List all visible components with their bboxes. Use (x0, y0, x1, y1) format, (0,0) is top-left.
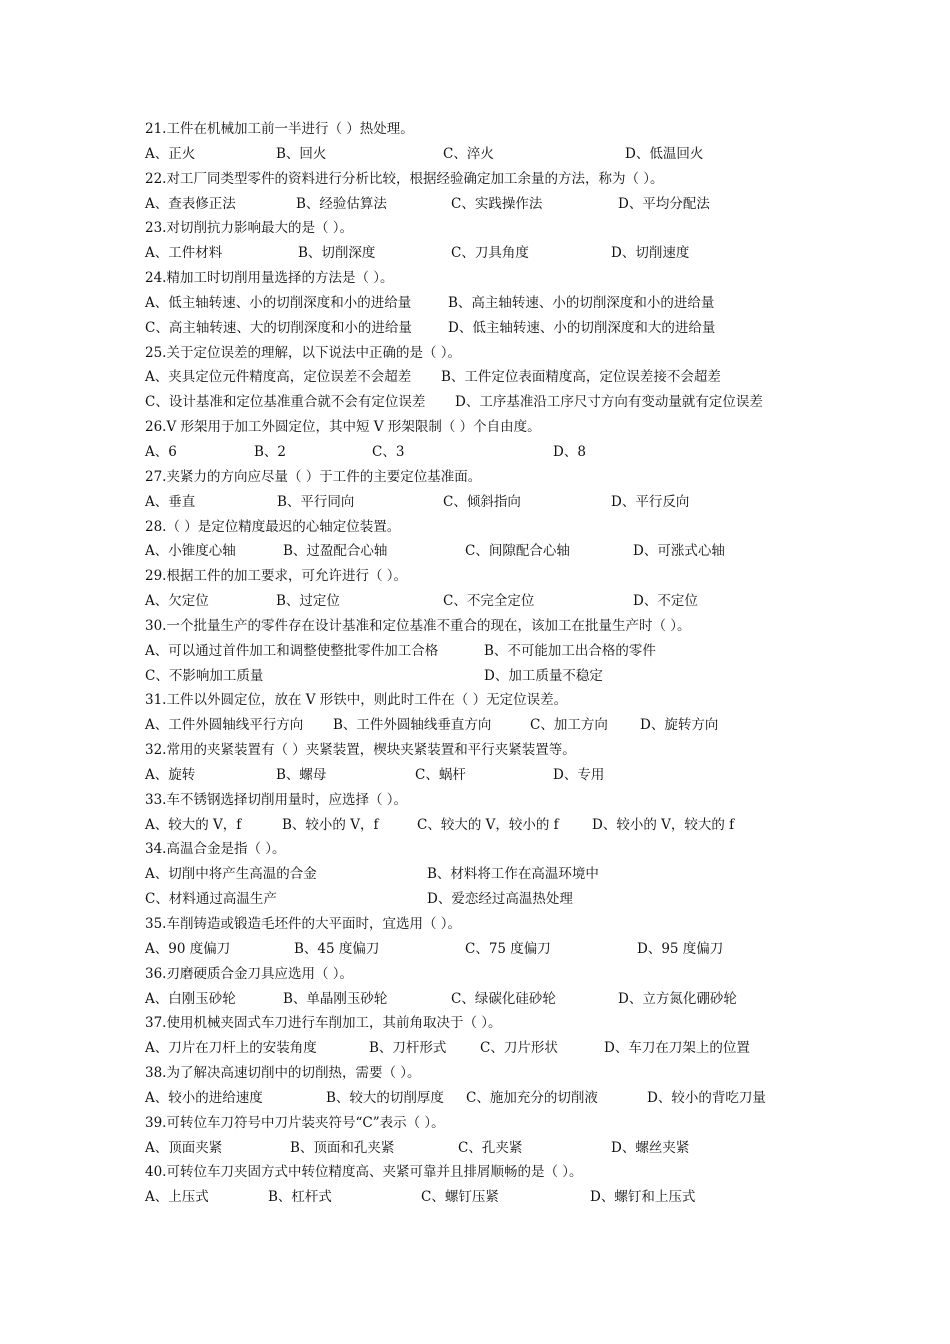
answer-option: B、较小的 V，f (282, 816, 379, 833)
answer-options-row (0, 937, 950, 962)
answer-option: C、淬火 (443, 145, 494, 162)
question-list (0, 117, 950, 1210)
question-stem: 29.根据工件的加工要求，可允许进行（ ）。 (145, 568, 408, 585)
answer-option: C、蜗杆 (415, 766, 466, 783)
question-stem: 35.车削铸造或锻造毛坯件的大平面时，宜选用（ ）。 (145, 916, 462, 932)
question-stem: 31.工件以外圆定位，放在 V 形铁中，则此时工件在（ ）无定位误差。 (145, 692, 568, 709)
answer-option: C、螺钉压紧 (421, 1189, 499, 1206)
answer-option: C、绿碳化硅砂轮 (451, 990, 556, 1007)
answer-option: C、刀片形状 (480, 1040, 558, 1057)
answer-option: A、正火 (145, 145, 196, 162)
answer-option: A、可以通过首件加工和调整使整批零件加工合格 (145, 642, 439, 659)
answer-option: B、螺母 (276, 766, 327, 783)
answer-option: D、螺钉和上压式 (590, 1189, 696, 1206)
answer-options-row (0, 440, 950, 465)
answer-option: B、45 度偏刀 (294, 940, 380, 957)
answer-option: C、施加充分的切削液 (466, 1089, 598, 1106)
answer-option: B、切削深度 (298, 245, 376, 262)
answer-option: C、孔夹紧 (458, 1139, 523, 1156)
question-stem: 30.一个批量生产的零件存在设计基准和定位基准不重合的现在，该加工在批量生产时（ ）。 (145, 617, 691, 634)
answer-option: A、白刚玉砂轮 (145, 990, 236, 1007)
answer-option: A、切削中将产生高温的合金 (145, 866, 317, 883)
answer-option: D、不定位 (633, 593, 698, 610)
answer-option: B、工件定位表面精度高，定位误差接不会超差 (441, 369, 721, 386)
answer-option: B、经验估算法 (296, 195, 387, 212)
answer-option: C、加工方向 (530, 717, 608, 734)
answer-option: B、不可能加工出合格的零件 (484, 642, 656, 659)
answer-option: D、立方氮化硼砂轮 (618, 990, 737, 1007)
answer-options-row (0, 1185, 950, 1210)
answer-option: B、回火 (276, 145, 327, 162)
answer-option: C、间隙配合心轴 (465, 543, 570, 560)
answer-option: D、95 度偏刀 (637, 940, 724, 957)
answer-option: C、3 (372, 443, 405, 460)
answer-options-row (0, 589, 950, 614)
question-stem: 32.常用的夹紧装置有（ ）夹紧装置，楔块夹紧装置和平行夹紧装置等。 (145, 742, 576, 759)
answer-option: D、较小的背吃刀量 (647, 1089, 766, 1106)
answer-option: C、材料通过高温生产 (145, 891, 277, 908)
answer-options-row (0, 365, 950, 390)
answer-option: A、6 (145, 443, 177, 460)
question-stem: 26.V 形架用于加工外圆定位，其中短 V 形架限制（ ）个自由度。 (145, 419, 541, 436)
answer-option: B、工件外圆轴线垂直方向 (333, 717, 492, 734)
answer-option: C、较大的 V，较小的 f (417, 816, 559, 833)
answer-option: A、夹具定位元件精度高，定位误差不会超差 (145, 369, 412, 386)
answer-option: B、过盈配合心轴 (283, 543, 388, 560)
answer-options-row (0, 1036, 950, 1061)
question-stem: 34.高温合金是指（ ）。 (145, 841, 286, 858)
question-stem: 40.可转位车刀夹固方式中转位精度高、夹紧可靠并且排屑顺畅的是（ ）。 (145, 1164, 583, 1181)
answer-option: A、小锥度心轴 (145, 543, 236, 560)
answer-options-row (0, 291, 950, 316)
question-stem: 25.关于定位误差的理解，以下说法中正确的是（ ）。 (145, 344, 462, 361)
answer-option: D、低主轴转速、小的切削深度和大的进给量 (448, 319, 716, 336)
answer-option: D、8 (553, 443, 586, 460)
answer-options-row (0, 142, 950, 167)
question-stem: 38.为了解决高速切削中的切削热，需要（ ）。 (145, 1065, 421, 1082)
answer-option: D、切削速度 (611, 245, 690, 262)
answer-option: B、刀杆形式 (369, 1040, 447, 1057)
answer-option: A、较小的进给速度 (145, 1089, 263, 1106)
answer-options-row (0, 987, 950, 1012)
answer-options-row (0, 1136, 950, 1161)
question-stem: 28.（ ）是定位精度最迟的心轴定位装置。 (145, 518, 401, 535)
answer-options-row (0, 862, 950, 887)
answer-option: A、欠定位 (145, 593, 209, 610)
answer-options-row (0, 241, 950, 266)
answer-options-row (0, 1086, 950, 1111)
answer-option: D、车刀在刀架上的位置 (604, 1040, 750, 1057)
answer-option: D、加工质量不稳定 (484, 667, 603, 684)
question-stem: 22.对工厂同类型零件的资料进行分析比较，根据经验确定加工余量的方法，称为（ ）。 (145, 170, 664, 187)
question-stem: 37.使用机械夹固式车刀进行车削加工，其前角取决于（ ）。 (145, 1015, 502, 1032)
answer-option: D、爱恋经过高温热处理 (427, 891, 573, 908)
answer-option: A、低主轴转速、小的切削深度和小的进给量 (145, 294, 412, 311)
answer-options-row (0, 763, 950, 788)
answer-option: B、2 (254, 443, 287, 460)
answer-option: D、较小的 V，较大的 f (592, 816, 735, 833)
answer-option: D、螺丝夹紧 (611, 1139, 690, 1156)
answer-options-row (0, 192, 950, 217)
question-stem: 23.对切削抗力影响最大的是（ ）。 (145, 220, 354, 237)
answer-option: A、查表修正法 (145, 195, 236, 212)
answer-option: D、低温回火 (625, 145, 704, 162)
answer-option: C、设计基准和定位基准重合就不会有定位误差 (145, 394, 426, 411)
answer-option: C、不影响加工质量 (145, 667, 264, 684)
answer-option: D、工序基准沿工序尺寸方向有变动量就有定位误差 (455, 394, 763, 411)
answer-option: A、上压式 (145, 1189, 209, 1206)
answer-option: D、可涨式心轴 (633, 543, 725, 560)
answer-option: B、顶面和孔夹紧 (290, 1139, 395, 1156)
answer-option: B、材料将工作在高温环境中 (427, 866, 599, 883)
answer-option: B、高主轴转速、小的切削深度和小的进给量 (448, 294, 715, 311)
question-stem: 27.夹紧力的方向应尽量（ ）于工件的主要定位基准面。 (145, 468, 482, 485)
answer-option: B、过定位 (276, 593, 340, 610)
answer-options-row (0, 664, 950, 689)
answer-option: A、顶面夹紧 (145, 1139, 223, 1156)
answer-option: A、工件材料 (145, 245, 223, 262)
answer-option: A、旋转 (145, 766, 196, 783)
answer-option: A、工件外圆轴线平行方向 (145, 717, 304, 734)
answer-option: B、单晶刚玉砂轮 (283, 990, 388, 1007)
answer-options-row (0, 316, 950, 341)
answer-option: C、刀具角度 (451, 245, 529, 262)
answer-option: D、旋转方向 (640, 717, 719, 734)
answer-option: A、刀片在刀杆上的安装角度 (145, 1040, 317, 1057)
question-stem: 33.车不锈钢选择切削用量时，应选择（ ）。 (145, 791, 408, 808)
answer-option: C、高主轴转速、大的切削深度和小的进给量 (145, 319, 412, 336)
answer-option: C、实践操作法 (451, 195, 543, 212)
answer-option: B、较大的切削厚度 (326, 1089, 444, 1106)
answer-option: C、不完全定位 (443, 593, 535, 610)
question-stem: 21.工件在机械加工前一半进行（ ）热处理。 (145, 121, 414, 137)
answer-option: B、平行同向 (277, 493, 355, 510)
answer-options-row (0, 639, 950, 664)
answer-option: D、平均分配法 (618, 195, 710, 212)
answer-option: C、75 度偏刀 (465, 940, 551, 957)
answer-option: A、90 度偏刀 (145, 940, 231, 957)
question-stem: 39.可转位车刀符号中刀片装夹符号“C”表示（ ）。 (145, 1114, 445, 1131)
answer-option: A、较大的 V，f (145, 816, 242, 833)
answer-option: C、倾斜指向 (443, 493, 521, 510)
question-stem: 36.刃磨硬质合金刀具应选用（ ）。 (145, 965, 354, 982)
answer-option: A、垂直 (145, 493, 196, 510)
question-stem: 24.精加工时切削用量选择的方法是（ ）。 (145, 270, 394, 287)
answer-options-row (0, 390, 950, 415)
answer-options-row (0, 539, 950, 564)
answer-option: D、专用 (553, 766, 605, 783)
answer-option: D、平行反向 (611, 493, 690, 510)
answer-options-row (0, 813, 950, 838)
answer-options-row (0, 490, 950, 515)
answer-options-row (0, 887, 950, 912)
answer-options-row (0, 713, 950, 738)
answer-option: B、杠杆式 (268, 1189, 332, 1206)
